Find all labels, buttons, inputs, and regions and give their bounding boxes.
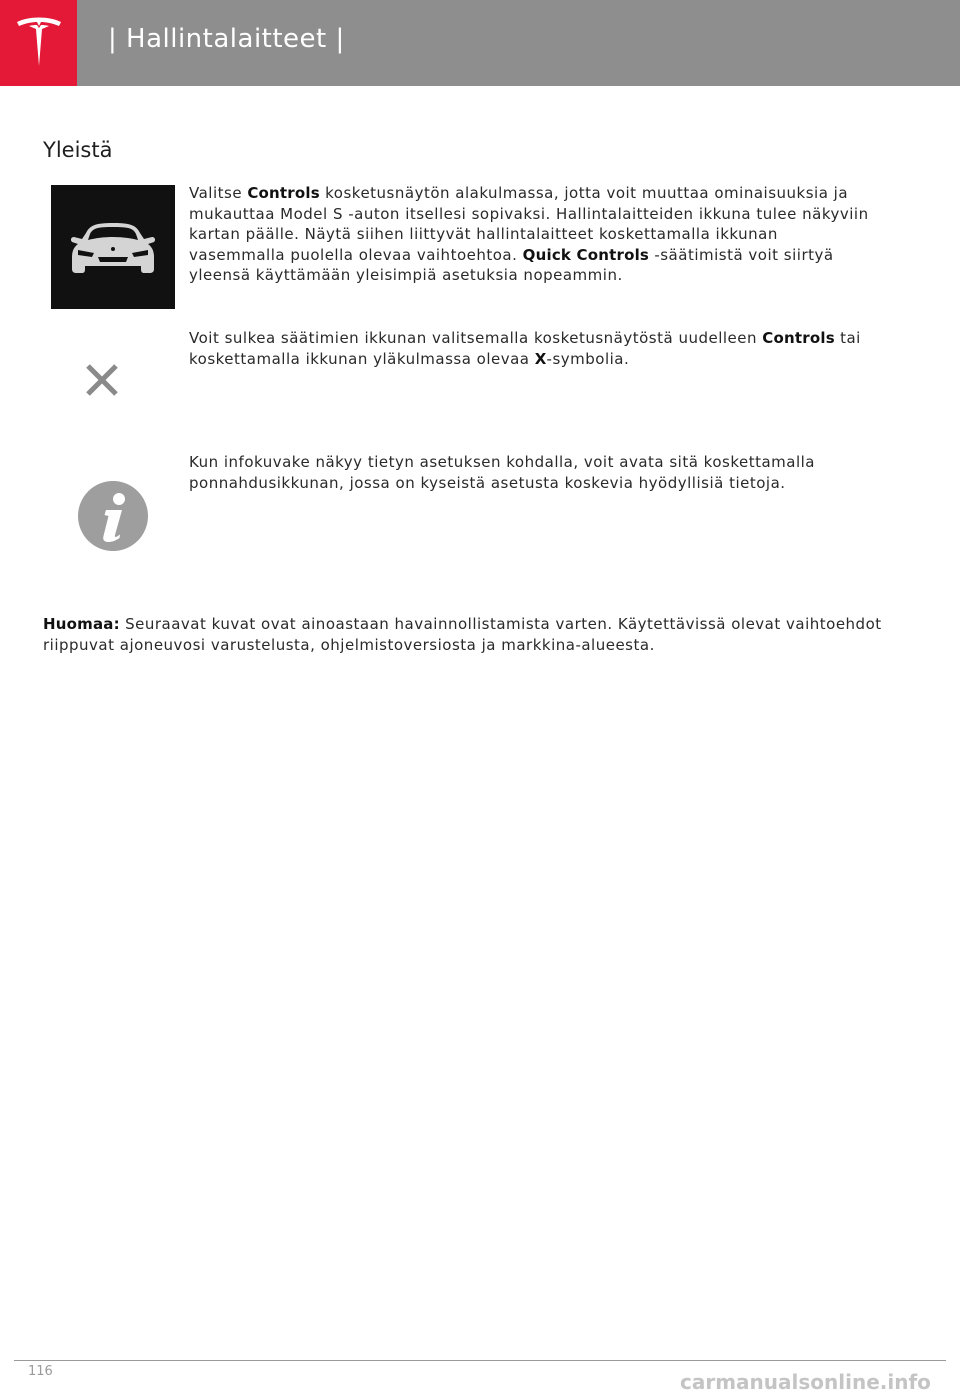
page-number: 116	[28, 1364, 53, 1379]
ui-term-x: X	[534, 349, 547, 368]
close-icon	[84, 362, 120, 398]
tesla-logo-icon	[14, 14, 64, 72]
paragraph-info: Kun infokuvake näkyy tietyn asetuksen kohdalla, voit avata sitä koskettamalla ponnahdusikkunan, jossa on kyseistä asetusta koskevia hyödyllisiä tietoja.	[189, 453, 815, 492]
note-text: Seuraavat kuvat ovat ainoastaan havainnollistamista varten. Käytettävissä olevat vaihtoehdot riippuvat ajoneuvosi varustelusta, ohjelmistoversiosta ja markkina-alueesta.	[43, 615, 882, 654]
paragraph-controls: Valitse Controls kosketusnäytön alakulmassa, jotta voit muuttaa ominaisuuksia ja mukauttaa Model S -auton itsellesi sopivaksi. Hallintalaitteiden ikkuna tulee näkyviin kartan päälle. Näytä siihen liittyvät hallintalaitteet koskettamalla ikkunan vasemmalla puolella olevaa vaihtoehtoa. Quick Controls -säätimistä voit siirtyä yleensä käyttämään yleisimpiä asetuksia nopeammin.	[189, 184, 869, 284]
footer-divider	[14, 1360, 946, 1361]
watermark: carmanualsonline.info	[680, 1370, 931, 1394]
header-title: | Hallintalaitteet |	[108, 24, 345, 54]
ui-term-quick-controls: Quick Controls	[522, 245, 650, 264]
note	[43, 614, 903, 655]
ui-term-controls: Controls	[247, 184, 320, 202]
section-title: Yleistä	[43, 138, 113, 162]
info-icon	[77, 480, 149, 552]
logo-box	[0, 0, 77, 86]
note-label: Huomaa:	[43, 615, 120, 633]
car-icon-box	[51, 185, 175, 309]
paragraph-close: Voit sulkea säätimien ikkunan valitsemalla kosketusnäytöstä uudelleen Controls tai koskettamalla ikkunan yläkulmassa olevaa X-symbolia.	[189, 329, 861, 368]
ui-term-controls-2: Controls	[762, 329, 835, 347]
car-icon	[64, 219, 162, 275]
